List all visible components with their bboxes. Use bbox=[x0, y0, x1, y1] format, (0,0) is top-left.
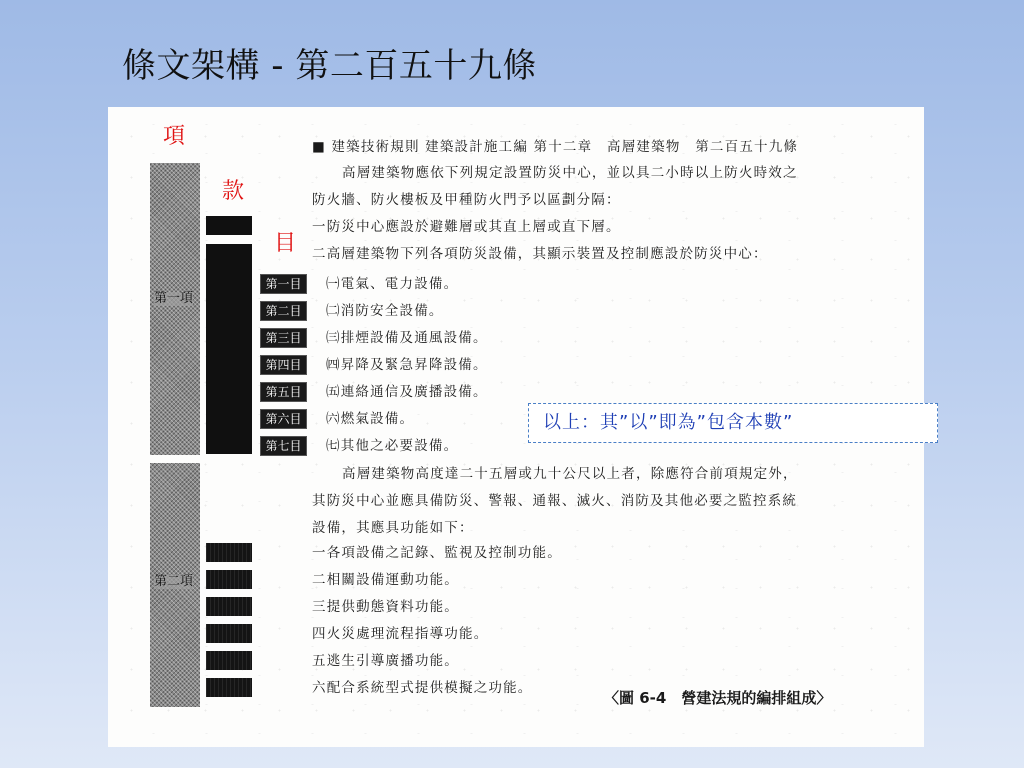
scanned-figure bbox=[108, 107, 924, 747]
kuan-1-bar bbox=[206, 216, 252, 235]
paragraph-line: 高層建築物高度達二十五層或九十公尺以上者，除應符合前項規定外， bbox=[342, 466, 798, 482]
function-item-text: 二相關設備運動功能。 bbox=[312, 572, 459, 588]
xiang-1-label: 第一項 bbox=[154, 291, 194, 306]
paragraph-line: 設備，其應具功能如下： bbox=[312, 520, 474, 536]
mu-badge: 第三目 bbox=[260, 328, 307, 348]
function-bar bbox=[206, 597, 252, 616]
function-item-text: 五逃生引導廣播功能。 bbox=[312, 653, 459, 669]
function-item-text: 六配合系統型式提供模擬之功能。 bbox=[312, 680, 533, 696]
function-bar bbox=[206, 624, 252, 643]
slide-title: 條文架構 - 第二百五十九條 bbox=[122, 46, 537, 86]
kuan-1-text: 一防災中心應設於避難層或其直上層或直下層。 bbox=[312, 219, 621, 235]
function-bar bbox=[206, 543, 252, 562]
mu-item-text: ㈢排煙設備及通風設備。 bbox=[326, 330, 488, 346]
label-xiang: 項 bbox=[163, 124, 186, 149]
function-item-text: 四火災處理流程指導功能。 bbox=[312, 626, 489, 642]
kuan-2-bar bbox=[206, 244, 252, 454]
paragraph-line: 高層建築物應依下列規定設置防災中心，並以具二小時以上防火時效之 bbox=[342, 165, 798, 181]
document-header: ■ 建築技術規則 建築設計施工編 第十二章 高層建築物 第二百五十九條 bbox=[312, 139, 799, 155]
mu-badge: 第二目 bbox=[260, 301, 307, 321]
label-kuan: 款 bbox=[222, 179, 245, 204]
annotation-callout: 以上：其”以”即為”包含本數” bbox=[528, 403, 938, 443]
mu-item-text: ㈡消防安全設備。 bbox=[326, 303, 444, 319]
function-item-text: 三提供動態資料功能。 bbox=[312, 599, 459, 615]
mu-item-text: ㈦其他之必要設備。 bbox=[326, 438, 459, 454]
mu-item-text: ㈣昇降及緊急昇降設備。 bbox=[326, 357, 488, 373]
mu-badge: 第七目 bbox=[260, 436, 307, 456]
xiang-1-bar bbox=[150, 163, 200, 455]
paragraph-line: 其防災中心並應具備防災、警報、通報、滅火、消防及其他必要之監控系統 bbox=[312, 493, 798, 509]
mu-item-text: ㈠電氣、電力設備。 bbox=[326, 276, 459, 292]
mu-badge: 第一目 bbox=[260, 274, 307, 294]
figure-caption: 〈圖 6-4 營建法規的編排組成〉 bbox=[604, 689, 832, 707]
mu-badge: 第五目 bbox=[260, 382, 307, 402]
function-bar bbox=[206, 651, 252, 670]
paragraph-line: 防火牆、防火樓板及甲種防火門予以區劃分隔： bbox=[312, 192, 621, 208]
function-bar bbox=[206, 678, 252, 697]
mu-badge: 第六目 bbox=[260, 409, 307, 429]
label-mu: 目 bbox=[274, 231, 297, 256]
kuan-2-text: 二高層建築物下列各項防災設備，其顯示裝置及控制應設於防災中心： bbox=[312, 246, 768, 262]
mu-item-text: ㈤連絡通信及廣播設備。 bbox=[326, 384, 488, 400]
function-bar bbox=[206, 570, 252, 589]
mu-item-text: ㈥燃氣設備。 bbox=[326, 411, 415, 427]
function-item-text: 一各項設備之記錄、監視及控制功能。 bbox=[312, 545, 562, 561]
mu-badge: 第四目 bbox=[260, 355, 307, 375]
xiang-2-label: 第二項 bbox=[154, 574, 194, 589]
